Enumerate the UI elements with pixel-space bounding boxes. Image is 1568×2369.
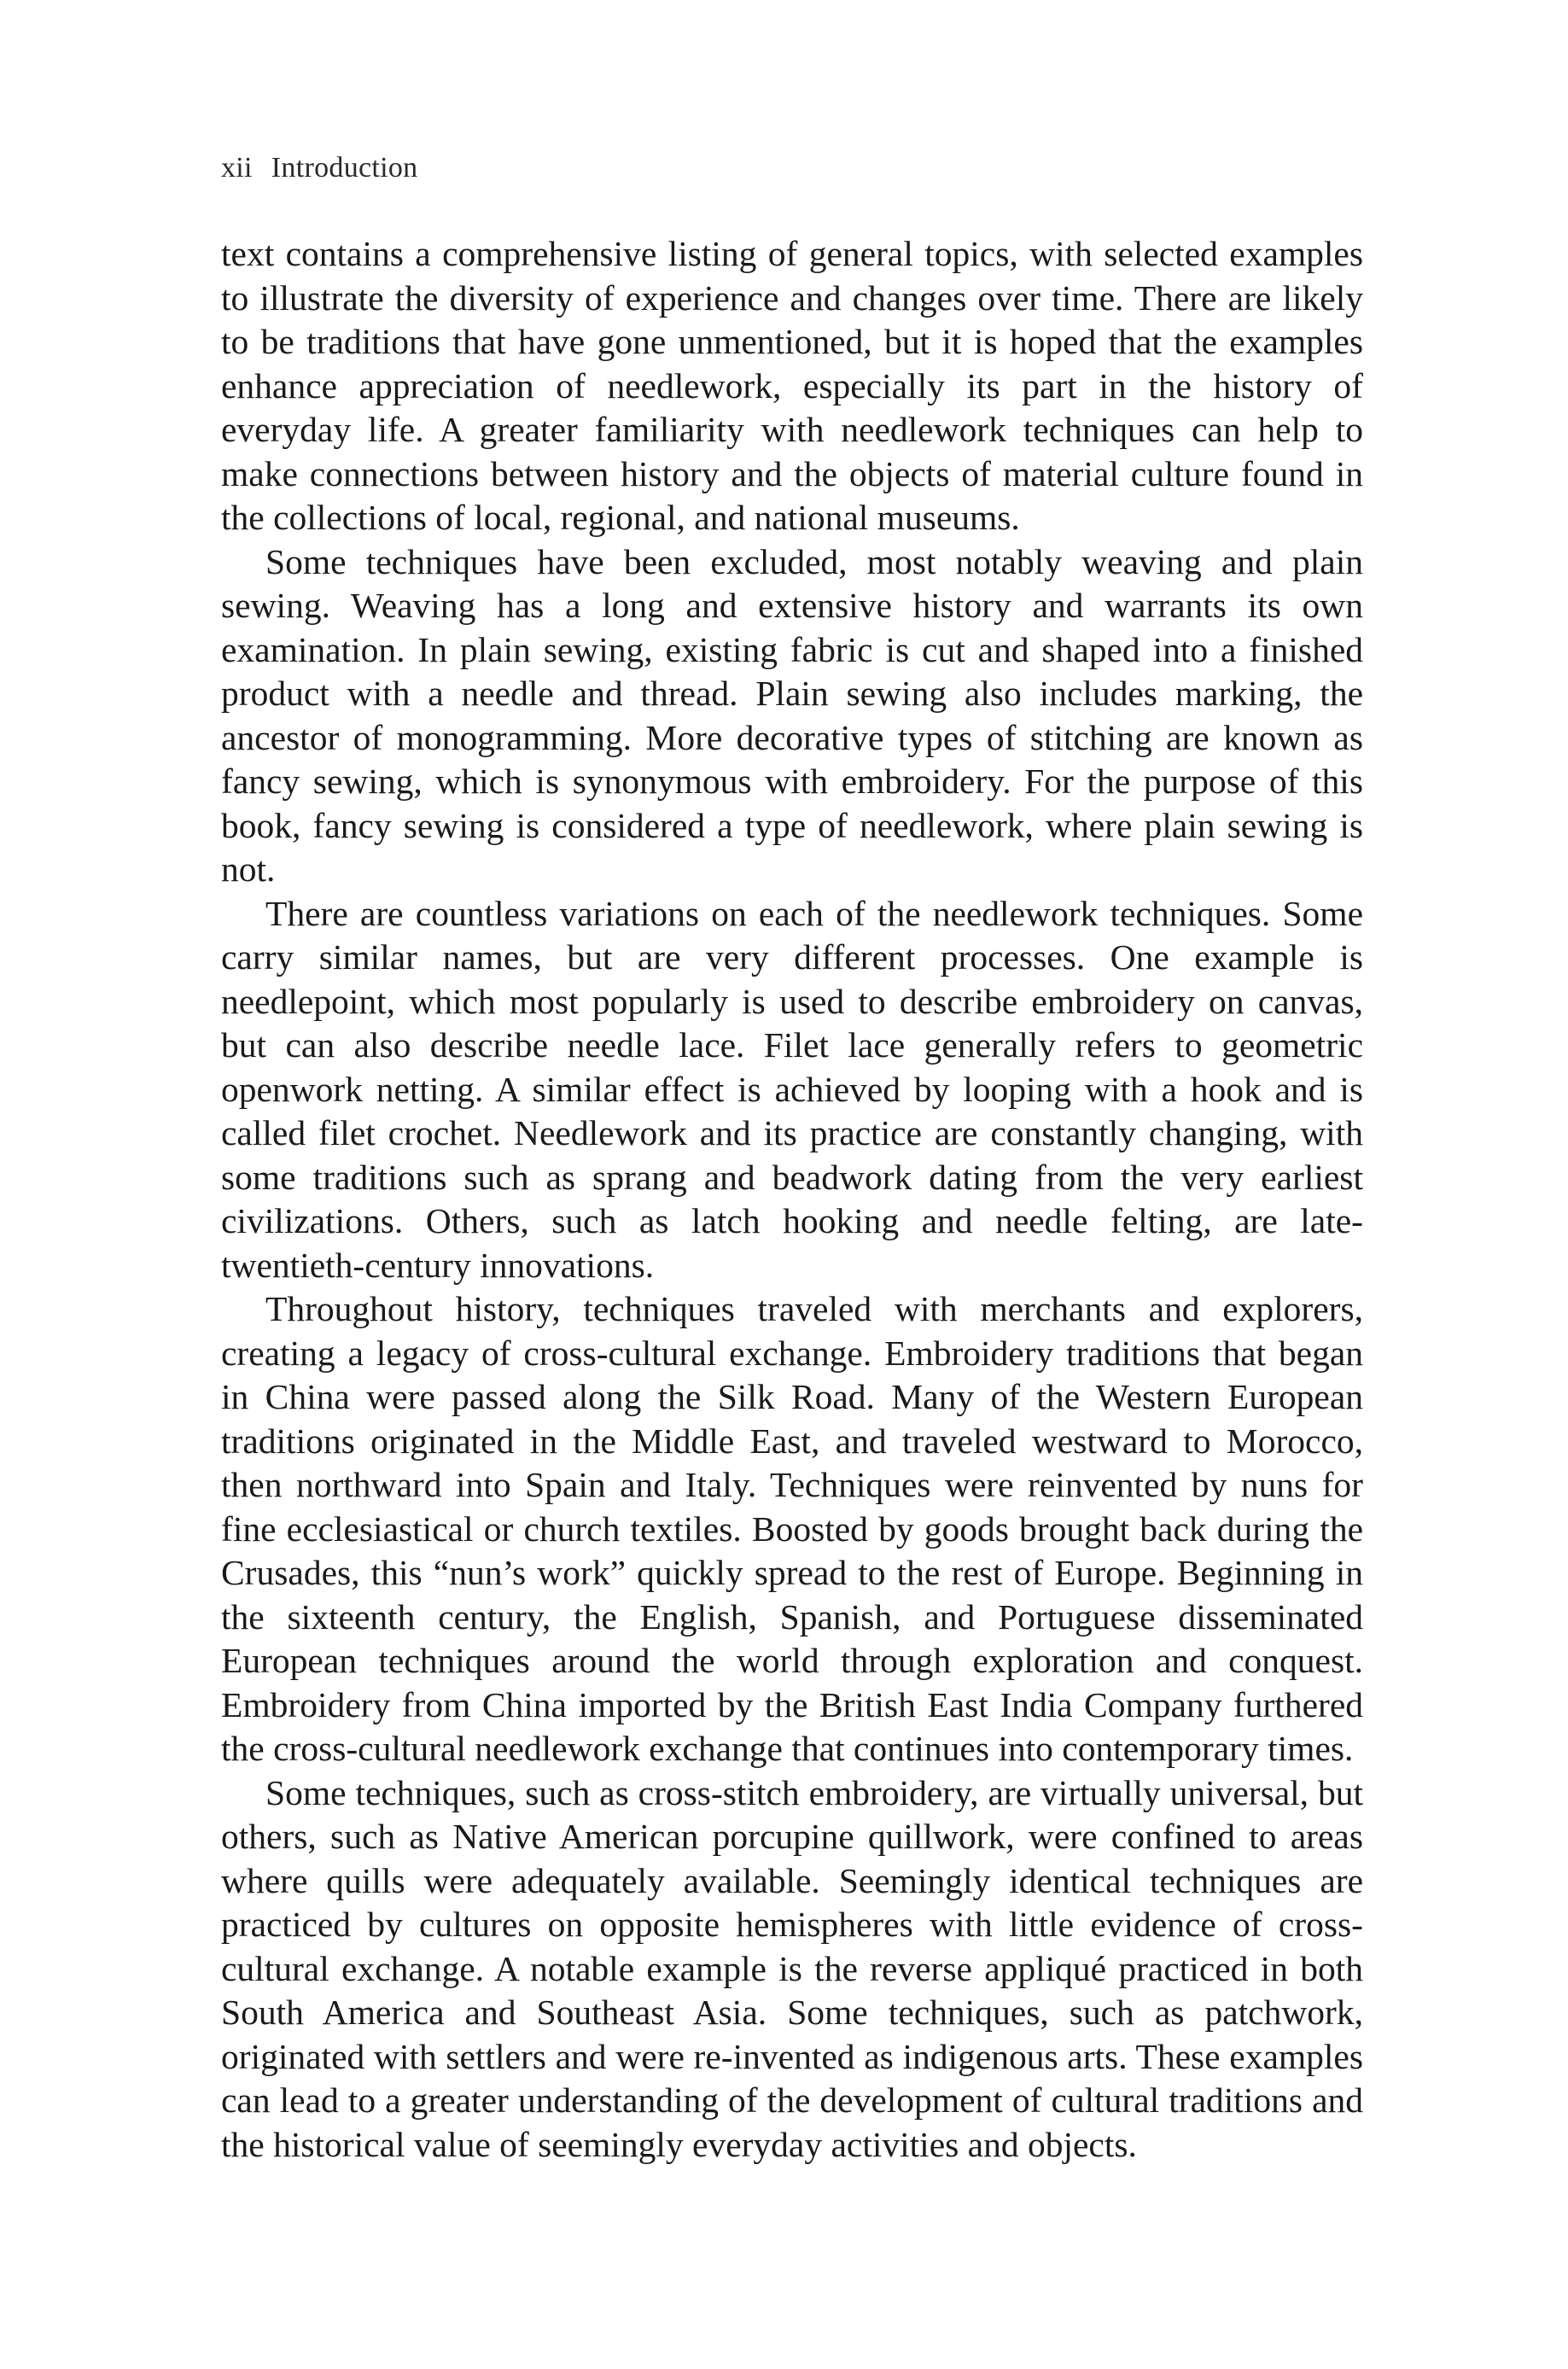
running-head-title: Introduction xyxy=(271,152,418,184)
paragraph-continued: text contains a comprehensive listing of general topics, with selected examples to illustrate the diversity of experience and changes over time. There are likely to be traditions that have gone unmentioned, but it is hoped that the examples enhance appreciation of needlework, especially its part in the history of everyday life. A greater familiarity with needlework techniques can help to make connections between history and the objects of material culture found in the collections of local, regional, and national museums. xyxy=(221,234,1363,537)
paragraph: Some techniques have been excluded, most notably weaving and plain sewing. Weaving has a long and extensive history and warrants its own examination. In plain sewing, existing fabric is cut and shaped into a finished product with a needle and thread. Plain sewing also includes marking, the ancestor of monogramming. More decorative types of stitching are known as fancy sewing, which is synonymous with embroidery. For the purpose of this book, fancy sewing is considered a type of needlework, where plain sewing is not. xyxy=(221,541,1363,889)
page-number: xii xyxy=(221,152,253,184)
body-text xyxy=(221,232,1363,2167)
paragraph: There are countless variations on each of the needlework techniques. Some carry similar names, but are very different processes. One example is needlepoint, which most popularly is used to describe embroidery on canvas, but can also describe needle lace. Filet lace generally refers to geometric openwork netting. A similar effect is achieved by looping with a hook and is called filet crochet. Needlework and its practice are constantly changing, with some traditions such as sprang and beadwork dating from the very earliest civilizations. Others, such as latch hooking and needle felting, are late-twentieth-century innovations. xyxy=(221,893,1363,1285)
paragraph: Some techniques, such as cross-stitch embroidery, are virtually universal, but others, such as Native American porcupine quillwork, were confined to areas where quills were adequately available. Seemingly identical techniques are practiced by cultures on opposite hemispheres with little evidence of cross-cultural exchange. A notable example is the reverse appliqué practiced in both South America and Southeast Asia. Some techniques, such as patchwork, originated with settlers and were re-invented as indigenous arts. These examples can lead to a greater understanding of the development of cultural traditions and the historical value of seemingly everyday activities and objects. xyxy=(221,1772,1363,2164)
paragraph: Throughout history, techniques traveled with merchants and explorers, creating a legacy of cross-cultural exchange. Embroidery traditions that began in China were passed along the Silk Road. Many of the Western European traditions originated in the Middle East, and traveled westward to Morocco, then northward into Spain and Italy. Techniques were reinvented by nuns for fine ecclesiastical or church textiles. Boosted by goods brought back during the Crusades, this “nun’s work” quickly spread to the rest of Europe. Beginning in the sixteenth century, the English, Spanish, and Portuguese disseminated European techniques around the world through exploration and conquest. Embroidery from China imported by the British East India Company furthered the cross-cultural needlework exchange that continues into contemporary times. xyxy=(221,1289,1363,1768)
running-head xyxy=(221,152,417,184)
